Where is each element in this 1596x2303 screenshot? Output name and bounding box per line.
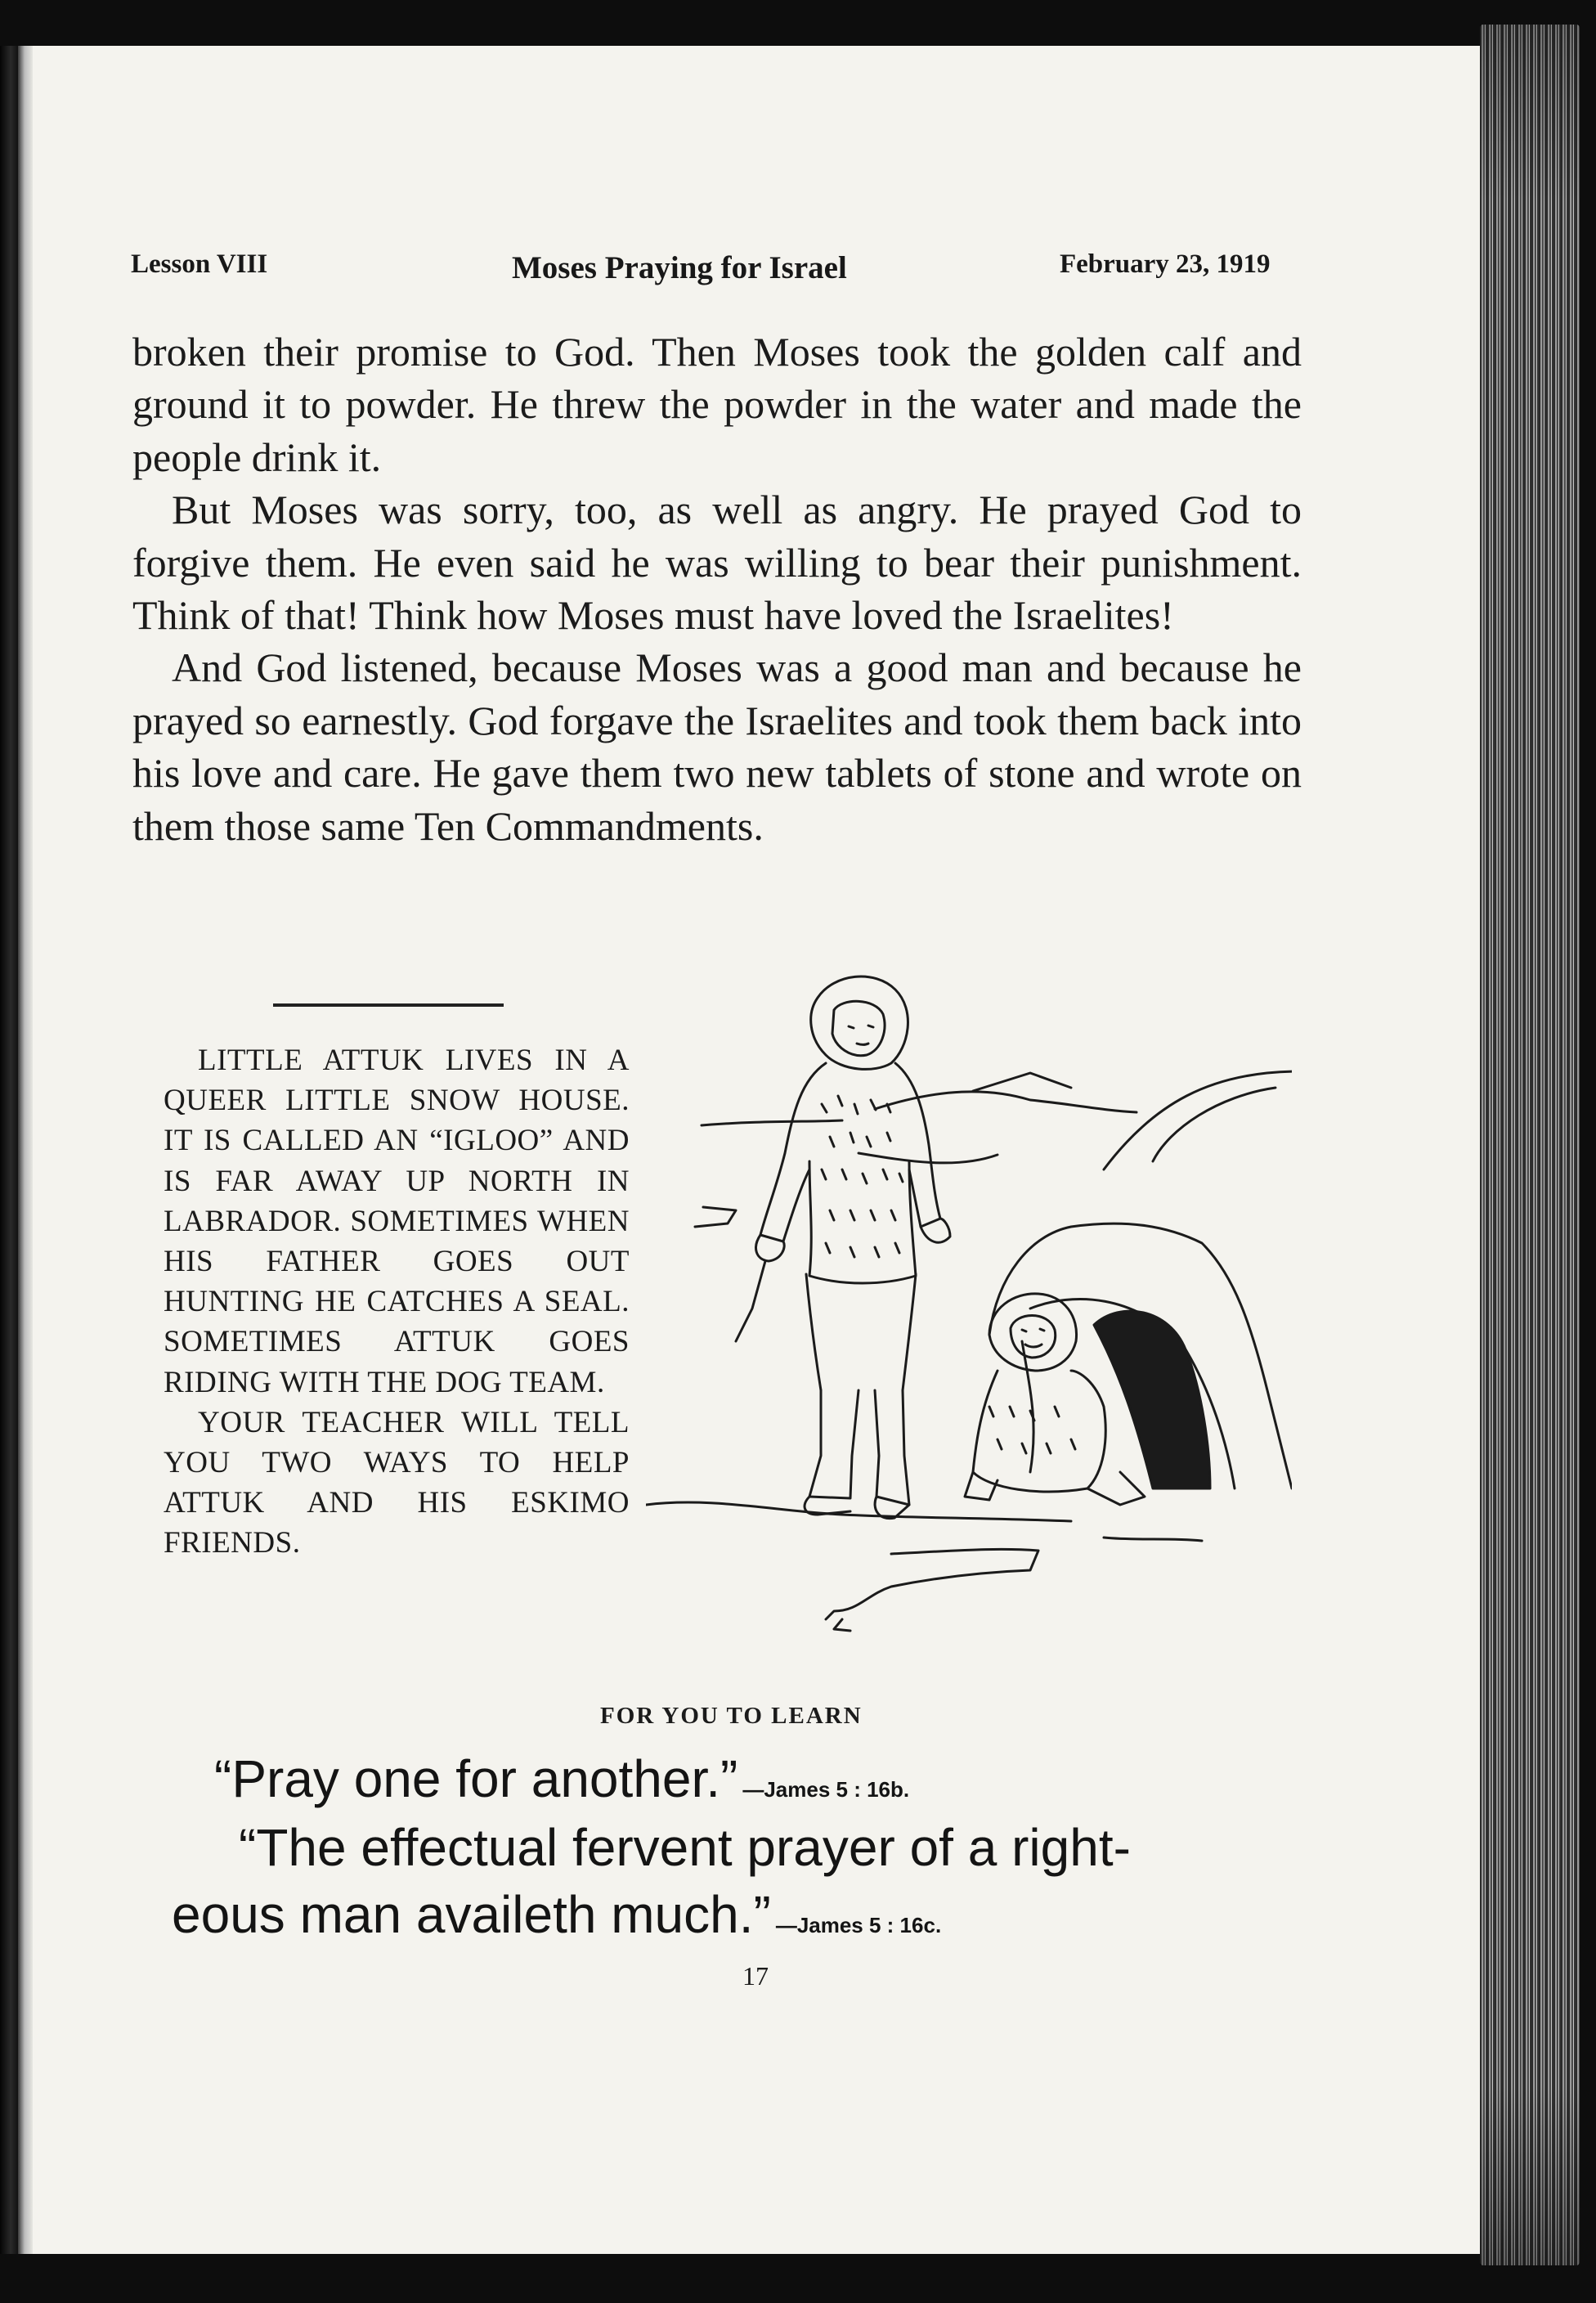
memory-verse-1 [214,1749,909,1809]
story-paragraph: LITTLE ATTUK LIVES IN A QUEER LITTLE SNOW HOUSE. IT IS CALLED AN “IGLOO” AND IS FAR AWAY UP NORTH IN LABRADOR. SOMETIMES WHEN HIS FATHER GOES OUT HUNTING HE CATCHES A SEAL. SOMETIMES ATTUK GOES RIDING WITH THE DOG TEAM. [164,1044,630,1399]
page-fold-shadow [18,46,33,2254]
body-paragraph: And God listened, because Moses was a good man and because he prayed so earnestly. God forgave the Israelites and took them back into his love and care. He gave them two new tablets of stone and wrote on them those same Ten Commandments. [132,644,1302,849]
learn-heading: FOR YOU TO LEARN [600,1703,863,1729]
memory-verse-2-line-1: “The effectual fervent prayer of a right- [239,1818,1131,1877]
eskimo-children-illustration [646,965,1292,1701]
lesson-body [132,325,1302,852]
body-paragraph: broken their promise to God. Then Moses took the golden calf and ground it to powder. He threw the powder in the water and made the people drink it. [132,329,1302,480]
verse-reference: —James 5 : 16b. [742,1777,910,1802]
memory-verse-2-line-2 [172,1884,941,1945]
page-edges [1480,25,1580,2265]
page-number: 17 [742,1961,769,1991]
section-divider [273,1003,504,1007]
story-paragraph: YOUR TEACHER WILL TELL YOU TWO WAYS TO HELP ATTUK AND HIS ESKIMO FRIENDS. [164,1405,630,1560]
running-head-title: Moses Praying for Israel [512,250,847,285]
attuk-story [164,1040,630,1564]
verse-text: eous man availeth much.” [172,1885,771,1944]
verse-reference: —James 5 : 16c. [775,1913,942,1937]
running-head-date: February 23, 1919 [1060,249,1271,279]
body-paragraph: But Moses was sorry, too, as well as angry. He prayed God to forgive them. He even said he was willing to bear their punishment. Think of that! Think how Moses must have loved the Israelites! [132,487,1302,639]
running-head-lesson: Lesson VIII [131,249,268,279]
verse-text: “Pray one for another.” [214,1749,738,1808]
book-gutter [0,46,18,2254]
